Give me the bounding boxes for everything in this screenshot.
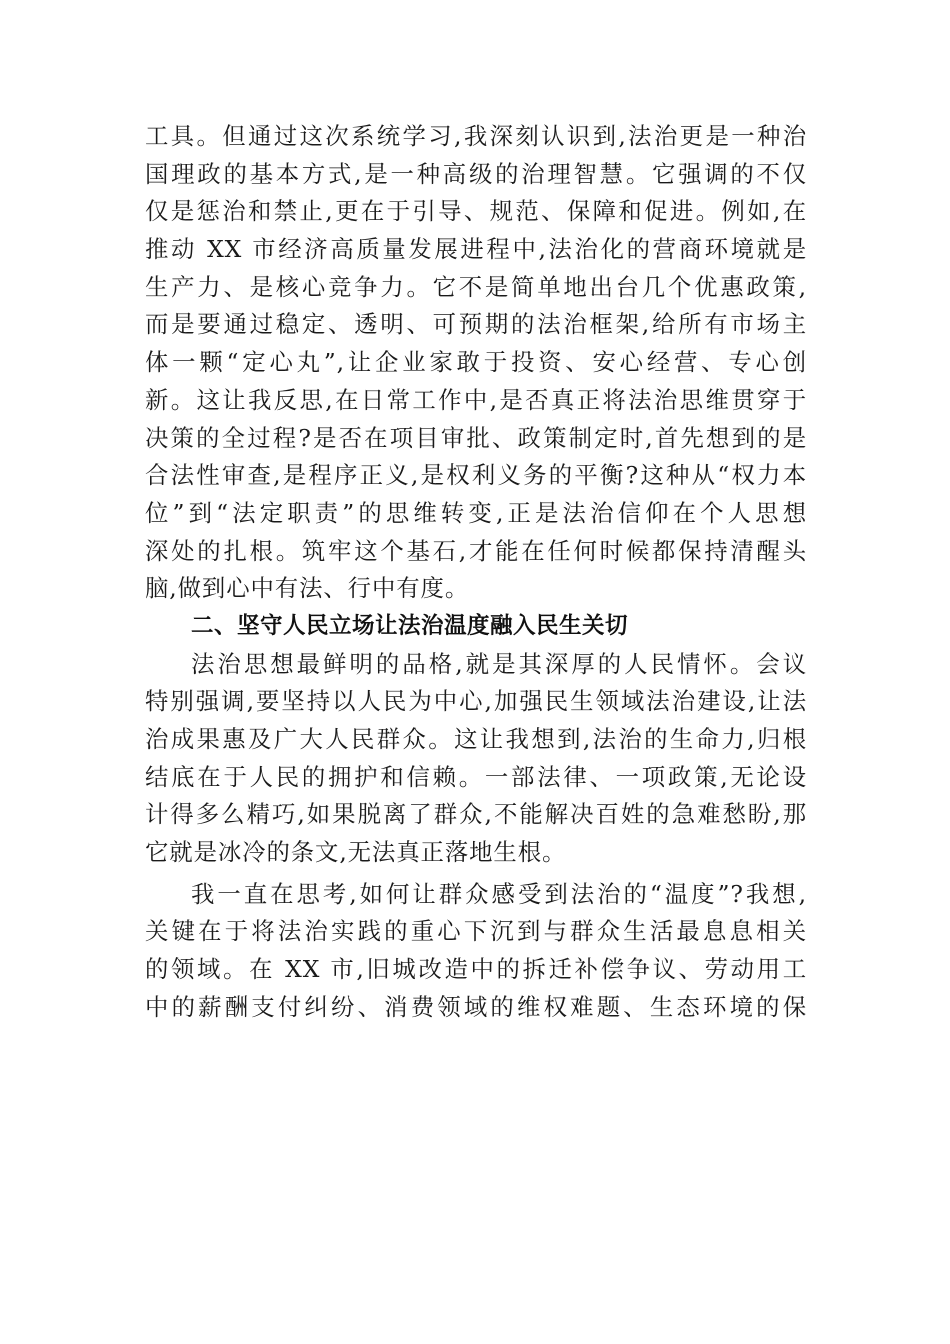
document-body bbox=[145, 118, 807, 1027]
paragraph-3 bbox=[145, 876, 807, 1027]
text-line: 计得多么精巧,如果脱离了群众,不能解决百姓的急难愁盼,那 bbox=[145, 800, 807, 829]
section-heading: 二、坚守人民立场让法治温度融入民生关切 bbox=[191, 612, 629, 639]
text-line: 体一颗“定心丸”,让企业家敢于投资、安心经营、专心创 bbox=[145, 348, 807, 377]
text-line: 决策的全过程?是否在项目审批、政策制定时,首先想到的是 bbox=[145, 423, 807, 452]
text-line: 我一直在思考,如何让群众感受到法治的“温度”?我想, bbox=[191, 879, 807, 908]
text-line: 生产力、是核心竞争力。它不是简单地出台几个优惠政策, bbox=[145, 272, 807, 301]
paragraph-2 bbox=[145, 646, 807, 872]
text-line: 法治思想最鲜明的品格,就是其深厚的人民情怀。会议 bbox=[191, 649, 807, 678]
text-line: 国理政的基本方式,是一种高级的治理智慧。它强调的不仅 bbox=[145, 159, 807, 188]
paragraph-1 bbox=[145, 118, 807, 608]
text-line: 治成果惠及广大人民群众。这让我想到,法治的生命力,归根 bbox=[145, 725, 807, 753]
text-line: 的领域。在 XX 市,旧城改造中的拆迁补偿争议、劳动用工 bbox=[145, 955, 807, 984]
text-line: 脑,做到心中有法、行中有度。 bbox=[145, 574, 470, 603]
text-line: 关键在于将法治实践的重心下沉到与群众生活最息息相关 bbox=[145, 917, 807, 946]
text-line: 特别强调,要坚持以人民为中心,加强民生领域法治建设,让法 bbox=[145, 687, 807, 716]
text-line: 新。这让我反思,在日常工作中,是否真正将法治思维贯穿于 bbox=[145, 385, 807, 414]
text-line: 推动 XX 市经济高质量发展进程中,法治化的营商环境就是 bbox=[145, 235, 807, 264]
text-line: 深处的扎根。筑牢这个基石,才能在任何时候都保持清醒头 bbox=[145, 536, 807, 565]
text-line: 工具。但通过这次系统学习,我深刻认识到,法治更是一种治 bbox=[145, 122, 807, 150]
text-line: 而是要通过稳定、透明、可预期的法治框架,给所有市场主 bbox=[145, 310, 807, 339]
text-line: 它就是冰冷的条文,无法真正落地生根。 bbox=[145, 838, 567, 867]
text-line: 中的薪酬支付纠纷、消费领域的维权难题、生态环境的保 bbox=[145, 992, 807, 1021]
text-line: 结底在于人民的拥护和信赖。一部法律、一项政策,无论设 bbox=[145, 762, 807, 791]
text-line: 位”到“法定职责”的思维转变,正是法治信仰在个人思想 bbox=[145, 498, 807, 527]
text-line: 仅是惩治和禁止,更在于引导、规范、保障和促进。例如,在 bbox=[145, 197, 807, 226]
text-line: 合法性审查,是程序正义,是权利义务的平衡?这种从“权力本 bbox=[145, 461, 807, 490]
